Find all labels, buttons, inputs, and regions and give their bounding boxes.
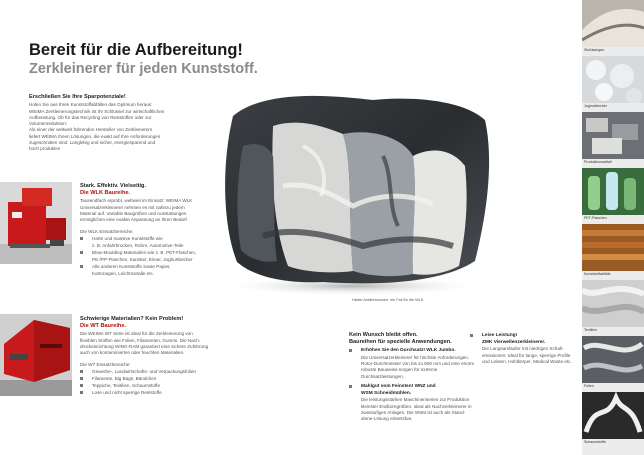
wnz-list (349, 383, 479, 390)
intro-line: zugeschnitten sind. Langlebig und sicher, energiesparend und (29, 139, 156, 145)
special-series-section (349, 332, 479, 422)
zmk-line: emissionen: Ideal für lange, sperrige Profile (482, 352, 571, 358)
intro-line: Aufbereitung. Ob für das Recycling von Reststoffen oder zur (29, 114, 152, 120)
thumbnail-label: Folien (584, 384, 594, 388)
wt-text (80, 331, 265, 356)
wlk-heading: Stark. Effektiv. Vielseitig. (80, 183, 147, 189)
wnz-line: Die leistungsstarken Maschinenserien zur Produktion (361, 397, 470, 403)
list-item: Leise Leistung! (470, 332, 578, 339)
list-item: Gewerbe-, Landwirtschafts- und Verpackungsfolien (80, 368, 265, 375)
thumbnail-foams (582, 392, 644, 455)
list-item: Blow-Moulding-Materialien wie z. B. PET-Flaschen, (80, 249, 260, 256)
list-item: Teppiche, Textilien, Schaumstoffe (80, 382, 265, 389)
wt-machine-photo (0, 314, 72, 396)
jumbo-text (349, 355, 479, 380)
wnz-line: zweistufigen Anlagen. Die WSM ist auch als Stand- (361, 409, 466, 415)
thumbnail-pet-bottles (582, 168, 644, 224)
list-item: z. B. Anfahrbrocken, Rohre, Automotive-Teile (92, 242, 184, 248)
list-item: PE-/PP-Flaschen, Kanister, Eimer, Joghurtbecher (92, 257, 193, 263)
wlk-machine-photo (0, 182, 72, 264)
thumbnail-label: PET-Flaschen (584, 216, 607, 220)
list-item: Erhöhen Sie den Durchsatz! WLK Jumbo. (349, 347, 479, 354)
intro-line: WEIMA Zerkleinerungstechnik ist Ihr Schlüssel zur wirtschaftlichen (29, 108, 165, 114)
list-item: Harte und massive Kunststoffe wie (80, 235, 260, 242)
jumbo-line: Rotor-Durchmesser von bis zu 600 mm und eine enorm (361, 360, 475, 366)
wt-line: drückeinrichtung WING-RAM garantiert eine sichere Zuführung (80, 344, 209, 349)
zmk-line: Die Langsamläufer mit niedrigen Schall- (482, 346, 564, 352)
page-subtitle: Zerkleinerer für jeden Kunststoff. (29, 61, 258, 77)
thumbnail-films (582, 336, 644, 392)
thumbnail-label: Textilien (584, 328, 597, 332)
wt-line: flexiblen Stoffen wie Folien, Filamenten, Gummi. Die Nach- (80, 337, 201, 343)
special-list (349, 347, 479, 354)
hero-photo-plastic-lump (203, 86, 495, 298)
wt-line: auch von kontaminierten oder feuchten Materialien. (80, 350, 185, 356)
zmk-line: und Leisten, Hohlkörper, Medical Waste etc. (482, 359, 572, 364)
zmk-section (470, 332, 578, 365)
jumbo-line: robuste Bauweise sorgen für extreme Durchsatzleistungen. (361, 367, 438, 379)
thumbnail-textiles (582, 280, 644, 336)
wt-series-title: Die WT Baureihe. (80, 323, 127, 330)
thumbnail-label: Kunststoffabfälle (584, 272, 611, 276)
intro-line: Holen Sie aus Ihren Kunststoffabfällen das Optimum heraus: (29, 102, 153, 108)
thumbnail-bumpers (582, 0, 644, 56)
list-item: Alle anderen Kunststoffe sowie Papier, (80, 263, 260, 270)
list-item: Filamente, Big Bags, Bändchen (80, 375, 265, 382)
zmk-text (470, 346, 578, 365)
thumbnail-label: Stoßstangen (584, 48, 605, 52)
wnz-title2: WSM Schneidmühlen. (361, 391, 412, 396)
thumbnail-label: Produktionsabfall (584, 160, 612, 164)
page-title: Bereit für die Aufbereitung! (29, 41, 243, 59)
wt-list-title: Die WT Einsatzbereiche: (80, 361, 131, 367)
intro-line: Als einer der weltweit führenden Hersteller von Zerkleinerern (29, 127, 153, 133)
wlk-line: Tausendfach erprobt, weltweit im Einsatz: WEIMA WLK (80, 198, 193, 204)
thumbnail-yogurt-cups (582, 56, 644, 112)
thumbnail-plastic-waste (582, 224, 644, 280)
special-subheading: Baureihen für spezielle Anwendungen. (349, 339, 452, 346)
thumbnail-label: Joghurtbecher (584, 104, 607, 108)
zmk-title2: ZMK Vierwellenzerkleinerer. (482, 340, 546, 346)
special-heading: Kein Wunsch bleibt offen. (349, 332, 418, 338)
wlk-series-title: Die WLK Baureihe. (80, 190, 131, 197)
intro-heading: Erschließen Sie Ihre Sparpotenziale! (29, 94, 126, 100)
zmk-list (470, 332, 578, 339)
wt-line: Die WEIMA WT Serie ist ideal für die Zerkleinerung von (80, 331, 193, 337)
intro-line: Volumenreduktion: (29, 121, 68, 127)
intro-line: hoch produktiv! (29, 146, 61, 152)
wlk-line: Universalzerkleinerer nehmen es mit nahezu jedem (80, 204, 185, 210)
wlk-line: ermöglichen eine exakte Anpassung an Ihren Bedarf. (80, 217, 189, 223)
photo-caption: Harter Anfahrbrocken: ein Fall für die WLK. (352, 298, 425, 302)
list-item: Lose und nicht sperrige Reststoffe (80, 389, 265, 396)
wt-heading: Schwierige Materialien? Kein Problem! (80, 316, 184, 322)
thumbnail-production-waste (582, 112, 644, 168)
wlk-line: Material auf. Variable Baugrößen und Ausstattungen (80, 211, 187, 216)
intro-section (29, 94, 204, 153)
thumbnail-label: Schaumstoffe (584, 440, 606, 444)
list-item: Mahlgut vom Feinsten! WNZ und (349, 383, 479, 390)
material-thumbnail-column (582, 0, 644, 455)
intro-line: liefert WEIMA Ihnen Lösungen, die exakt auf Ihre Anforderungen (29, 133, 161, 139)
jumbo-line: Die Universalzerkleinerer für höchste Anforderungen. (361, 354, 470, 360)
wnz-line: kleinster Endkorngrößen. Ideal als Nachzerkleinerer in (361, 403, 472, 409)
intro-text (29, 102, 204, 152)
wnz-text (349, 397, 479, 422)
wt-list (80, 368, 265, 396)
wt-section (80, 316, 265, 396)
list-item: Kartonagen, Leichtmetalle etc. (92, 271, 155, 277)
wlk-list-title: Die WLK Einsatzbereiche: (80, 228, 134, 234)
wnz-line: alone-Lösung einsetzbar. (361, 416, 413, 422)
